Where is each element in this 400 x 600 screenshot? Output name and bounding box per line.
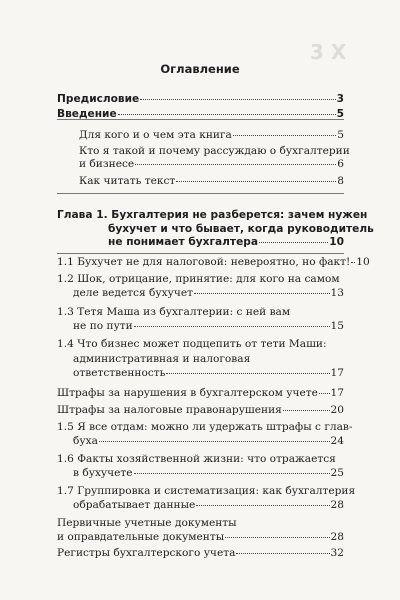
toc-entry-for-whom[interactable] xyxy=(79,129,344,142)
toc-entry-title-line: и оправдательные документы xyxy=(57,531,225,543)
toc-page-number: 10 xyxy=(356,256,370,268)
toc-entry-1-1[interactable] xyxy=(57,256,370,269)
leader-dots xyxy=(134,326,330,327)
leader-dots xyxy=(225,537,329,538)
leader-dots xyxy=(236,553,329,554)
toc-entry-title-line: не по пути xyxy=(73,320,133,332)
toc-entry-title-line: не понимает бухгалтера xyxy=(108,236,258,248)
leader-dots xyxy=(283,410,330,411)
toc-page-number: 17 xyxy=(330,367,344,379)
toc-entry-title-line: в бухучете xyxy=(73,467,133,479)
toc-entry-title-line: Первичные учетные документы xyxy=(57,517,237,529)
toc-entry-title-line: бухучет и что бывает, когда руководитель xyxy=(108,222,374,235)
toc-page-number: 5 xyxy=(337,129,344,141)
toc-heading: Оглавление xyxy=(160,62,240,76)
toc-entry-title: Предисловие xyxy=(57,93,140,105)
toc-entry-title: Как читать текст xyxy=(79,175,176,187)
toc-page-number: 20 xyxy=(330,404,344,416)
toc-entry-how-to-read[interactable] xyxy=(79,175,344,188)
leader-dots xyxy=(194,293,330,294)
toc-entry-title: Регистры бухгалтерского учета xyxy=(57,547,236,559)
toc-entry-title-line: деле ведется бухучет xyxy=(73,287,193,299)
leader-dots xyxy=(118,114,336,115)
toc-entry-title: Штрафы за нарушения в бухгалтерском учете xyxy=(57,387,318,399)
toc-page-number: 24 xyxy=(330,435,344,447)
section-divider xyxy=(57,193,344,194)
toc-page-number: 15 xyxy=(330,320,344,332)
toc-entry-title-line: 1.4 Что бизнес может подцепить от тети Маши: xyxy=(57,338,327,350)
toc-entry-title: 1.1 Бухучет не для налоговой: невероятно, но факт! xyxy=(57,256,351,268)
toc-entry-title-line: обрабатывает данные xyxy=(73,499,196,511)
toc-entry-chapter-1[interactable] xyxy=(57,209,374,250)
toc-entry-title-line: Глава 1. Бухгалтерия не разберется: зачем нужен xyxy=(57,209,368,221)
toc-entry-1-6[interactable] xyxy=(57,452,344,480)
toc-page-number: 28 xyxy=(330,499,344,511)
leader-dots xyxy=(176,181,336,182)
leader-dots xyxy=(166,373,329,374)
toc-page-number: 5 xyxy=(336,108,344,120)
toc-entry-title-line: ответственность xyxy=(73,367,166,379)
toc-entry-who-am-i[interactable] xyxy=(79,145,350,171)
toc-page-number: 6 xyxy=(337,158,344,170)
leader-dots xyxy=(233,135,336,136)
toc-entry-title-line: буха xyxy=(73,435,98,447)
toc-page-number: 25 xyxy=(330,467,344,479)
toc-entry-title-line: и бизнесе xyxy=(79,158,135,170)
section-divider xyxy=(57,253,344,254)
toc-entry-title: Введение xyxy=(57,108,117,120)
toc-entry-title: Штрафы за налоговые правонарушения xyxy=(57,404,282,416)
leader-dots xyxy=(99,441,330,442)
toc-page-number: 17 xyxy=(330,387,344,399)
leader-dots xyxy=(259,242,328,243)
toc-entry-title: Для кого и о чем эта книга xyxy=(79,129,232,141)
toc-entry-title-line: 1.3 Тетя Маша из бухгалтерии: с ней вам xyxy=(57,306,291,318)
toc-entry-title-line: 1.5 Я все отдам: можно ли удержать штрафы с глав- xyxy=(57,421,353,433)
toc-entry-title-line: 1.6 Факты хозяйственной жизни: что отражается xyxy=(57,453,336,465)
toc-entry-1-5[interactable] xyxy=(57,420,353,448)
toc-entry-title-line: 1.2 Шок, отрицание, принятие: для кого на самом xyxy=(57,273,340,285)
toc-entry-preface[interactable] xyxy=(57,93,344,106)
toc-page-number: 8 xyxy=(337,175,344,187)
toc-entry-1-7[interactable] xyxy=(57,484,356,512)
toc-entry-title-line: административная и налоговая xyxy=(73,352,251,365)
toc-entry-fines-tax[interactable] xyxy=(57,404,344,417)
leader-dots xyxy=(196,505,329,506)
toc-page-number: 32 xyxy=(330,547,344,559)
toc-page-number: 13 xyxy=(330,287,344,299)
leader-dots xyxy=(134,473,330,474)
leader-dots xyxy=(319,393,330,394)
toc-entry-title-line: Кто я такой и почему рассуждаю о бухгалтерии xyxy=(79,145,350,157)
toc-entry-1-4[interactable] xyxy=(57,337,344,381)
toc-page-number: 28 xyxy=(330,531,344,543)
leader-dots xyxy=(135,164,336,165)
toc-entry-primary-documents[interactable] xyxy=(57,516,344,544)
toc-entry-title-line: 1.7 Группировка и систематизация: как бухгалтерия xyxy=(57,485,356,497)
toc-entry-1-2[interactable] xyxy=(57,272,344,300)
leader-dots xyxy=(351,262,355,263)
toc-entry-1-3[interactable] xyxy=(57,305,344,333)
section-divider xyxy=(57,119,344,120)
toc-entry-registers[interactable] xyxy=(57,547,344,560)
toc-page-number: 10 xyxy=(329,236,344,248)
leader-dots xyxy=(140,99,335,100)
toc-entry-fines-accounting[interactable] xyxy=(57,387,344,400)
bleed-through-text: 3 Х xyxy=(310,40,347,64)
toc-page-number: 3 xyxy=(336,93,344,105)
